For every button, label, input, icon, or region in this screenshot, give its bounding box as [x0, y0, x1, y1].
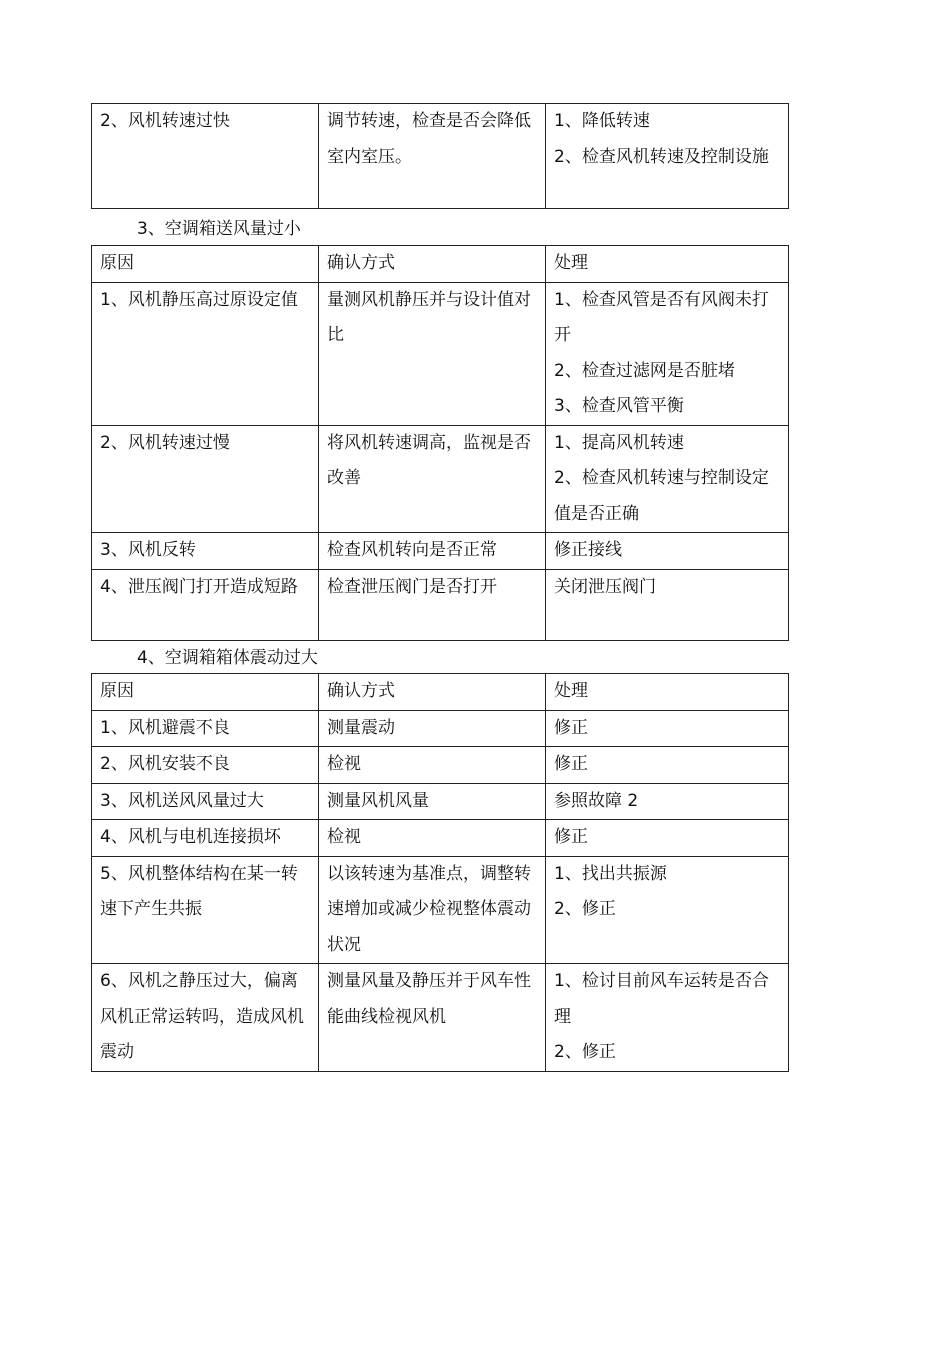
cause-cell: 1、风机避震不良 [92, 710, 319, 747]
cause-cell: 4、泄压阀门打开造成短路 [92, 569, 319, 640]
handle-cell: 参照故障 2 [546, 783, 789, 820]
confirm-cell: 测量风量及静压并于风车性能曲线检视风机 [319, 964, 546, 1072]
table-row [92, 533, 789, 570]
table-row [92, 856, 789, 964]
header-handle: 处理 [546, 246, 789, 283]
section-heading-4: 4、空调箱箱体震动过大 [137, 648, 318, 668]
table-row [92, 747, 789, 784]
header-cause: 原因 [92, 674, 319, 711]
handle-line: 2、修正 [554, 1042, 616, 1062]
header-handle: 处理 [546, 674, 789, 711]
table-row [92, 820, 789, 857]
handle-cell: 修正 [546, 820, 789, 857]
handle-line: 1、检讨目前风车运转是否合理 [554, 971, 769, 1027]
handle-cell: 修正 [546, 710, 789, 747]
handle-line: 2、修正 [554, 899, 616, 919]
handle-cell [546, 964, 789, 1072]
handle-line: 3、检查风管平衡 [554, 396, 684, 416]
handle-line: 2、检查过滤网是否脏堵 [554, 360, 735, 381]
table-row [92, 282, 789, 425]
table-header-row [92, 246, 789, 283]
cause-cell: 5、风机整体结构在某一转速下产生共振 [92, 856, 319, 964]
table-cabinet-vibration [91, 673, 789, 1072]
confirm-cell: 检视 [319, 747, 546, 784]
handle-cell: 关闭泄压阀门 [546, 569, 789, 640]
confirm-cell: 量测风机静压并与设计值对比 [319, 282, 546, 425]
confirm-cell: 检视 [319, 820, 546, 857]
handle-cell: 修正 [546, 747, 789, 784]
header-cause: 原因 [92, 246, 319, 283]
table-row [92, 425, 789, 533]
table-row [92, 783, 789, 820]
confirm-cell: 将风机转速调高，监视是否改善 [319, 425, 546, 533]
cause-cell: 6、风机之静压过大，偏离风机正常运转吗，造成风机震动 [92, 964, 319, 1072]
table-row [92, 710, 789, 747]
table-low-airflow [91, 245, 789, 641]
handle-cell: 修正接线 [546, 533, 789, 570]
cause-cell: 3、风机反转 [92, 533, 319, 570]
confirm-cell: 调节转速，检查是否会降低室内室压。 [319, 104, 546, 209]
cause-cell: 3、风机送风风量过大 [92, 783, 319, 820]
handle-line: 2、检查风机转速及控制设施 [554, 146, 769, 167]
handle-line: 2、检查风机转速与控制设定值是否正确 [554, 468, 769, 524]
handle-line: 1、提高风机转速 [554, 432, 684, 453]
handle-line: 1、检查风管是否有风阀未打开 [554, 289, 769, 345]
table-row [92, 569, 789, 640]
cause-cell: 2、风机安装不良 [92, 747, 319, 784]
header-confirm: 确认方式 [319, 674, 546, 711]
handle-line: 1、找出共振源 [554, 863, 667, 884]
header-confirm: 确认方式 [319, 246, 546, 283]
confirm-cell: 以该转速为基准点，调整转速增加或减少检视整体震动状况 [319, 856, 546, 964]
cause-cell: 2、风机转速过快 [92, 104, 319, 209]
handle-line: 1、降低转速 [554, 111, 650, 131]
confirm-cell: 测量风机风量 [319, 783, 546, 820]
handle-cell [546, 282, 789, 425]
confirm-cell: 测量震动 [319, 710, 546, 747]
table-fan-speed-continuation [91, 103, 789, 209]
confirm-cell: 检查泄压阀门是否打开 [319, 569, 546, 640]
handle-cell [546, 856, 789, 964]
table-row [92, 964, 789, 1072]
table-header-row [92, 674, 789, 711]
handle-cell [546, 425, 789, 533]
handle-cell [546, 104, 789, 209]
cause-cell: 4、风机与电机连接损坏 [92, 820, 319, 857]
section-heading-3: 3、空调箱送风量过小 [137, 219, 301, 239]
cause-cell: 1、风机静压高过原设定值 [92, 282, 319, 425]
table-row [92, 104, 789, 209]
cause-cell: 2、风机转速过慢 [92, 425, 319, 533]
confirm-cell: 检查风机转向是否正常 [319, 533, 546, 570]
